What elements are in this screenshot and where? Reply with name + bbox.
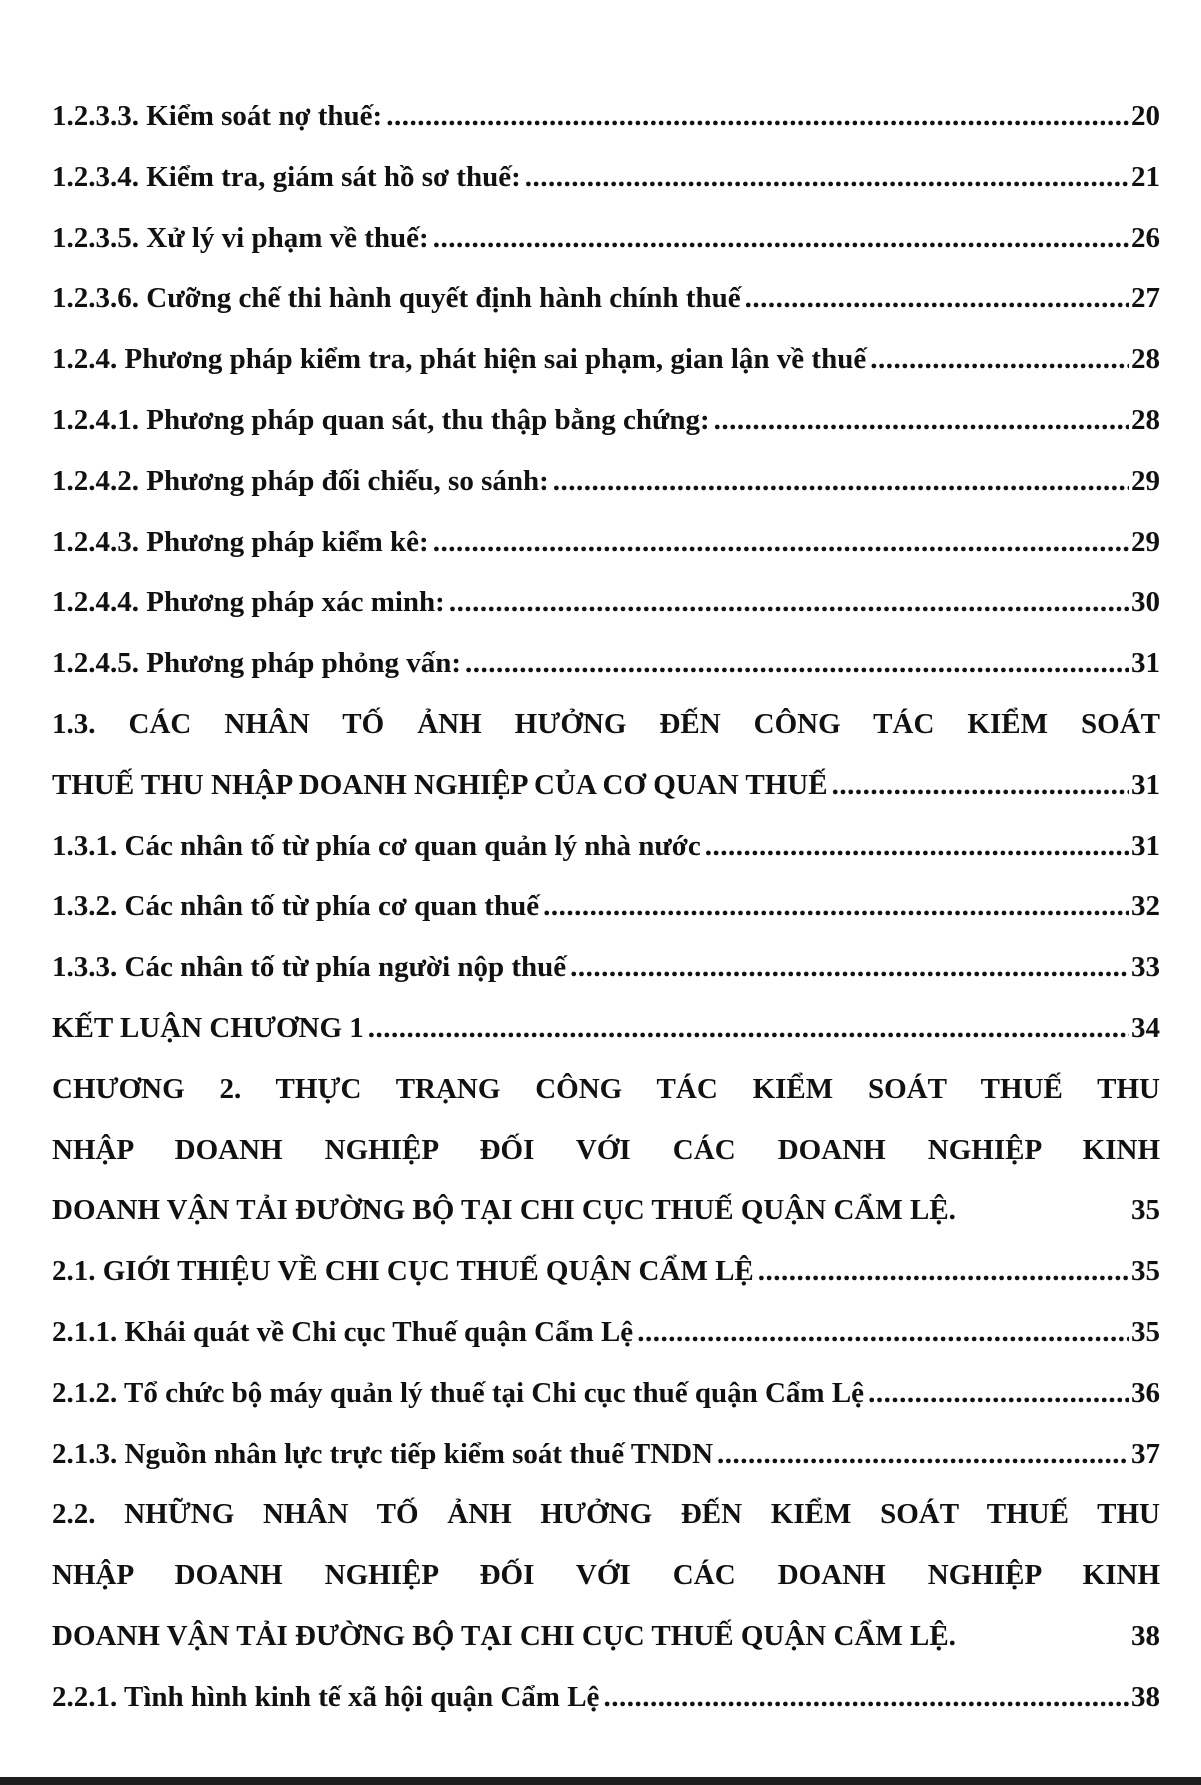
bottom-edge-bar [0, 1777, 1201, 1785]
toc-entry-title: 1.3.2. Các nhân tố từ phía cơ quan thuế [52, 890, 540, 923]
toc-entry-title: 1.2.4. Phương pháp kiểm tra, phát hiện sai phạm, gian lận về thuế [52, 343, 867, 376]
toc-entry-page: 37 [1131, 1437, 1160, 1470]
toc-entry-title: THUẾ THU NHẬP DOANH NGHIỆP CỦA CƠ QUAN THUẾ [52, 768, 828, 801]
toc-leader-dots [758, 1241, 1129, 1302]
toc-leader-dots [745, 268, 1129, 329]
toc-entry-page: 31 [1131, 768, 1160, 801]
toc-entry-title: DOANH VẬN TẢI ĐƯỜNG BỘ TẠI CHI CỤC THUẾ QUẬN CẨM LỆ. [52, 1619, 956, 1652]
toc-entry[interactable] [52, 1363, 1160, 1424]
toc-entry-page: 33 [1131, 951, 1160, 984]
toc-entry-page: 26 [1131, 221, 1160, 254]
toc-entry-page: 35 [1131, 1194, 1160, 1227]
toc-entry[interactable] [52, 268, 1160, 329]
toc-leader-dots [449, 572, 1129, 633]
toc-leader-dots [543, 876, 1129, 937]
toc-leader-dots [553, 451, 1129, 512]
toc-entry-title: 2.1.3. Nguồn nhân lực trực tiếp kiểm soát thuế TNDN [52, 1437, 714, 1470]
toc-entry-page: 38 [1131, 1619, 1160, 1652]
toc-section-1-3-line1[interactable]: 1.3. CÁC NHÂN TỐ ẢNH HƯỞNG ĐẾN CÔNG TÁC KIỂM SOÁT [52, 707, 1160, 740]
toc-entry[interactable] [52, 512, 1160, 573]
toc-entry-page: 38 [1131, 1680, 1160, 1713]
toc-entry-page: 21 [1131, 160, 1160, 193]
toc-entry-page: 28 [1131, 343, 1160, 376]
toc-leader-dots [603, 1667, 1129, 1728]
toc-leader-dots [870, 329, 1129, 390]
toc-entry-title: 1.3.1. Các nhân tố từ phía cơ quan quản lý nhà nước [52, 829, 701, 862]
toc-chapter-2-line2[interactable]: NHẬP DOANH NGHIỆP ĐỐI VỚI CÁC DOANH NGHIỆP KINH [52, 1133, 1160, 1166]
toc-entry-page: 27 [1131, 282, 1160, 315]
table-of-contents [52, 86, 1160, 1728]
toc-entry[interactable] [52, 1424, 1160, 1485]
toc-leader-dots [832, 755, 1129, 816]
toc-entry[interactable] [52, 816, 1160, 877]
toc-chapter-2-line3[interactable] [52, 1180, 1160, 1241]
toc-entry[interactable] [52, 937, 1160, 998]
toc-leader-dots [570, 937, 1129, 998]
toc-entry[interactable] [52, 451, 1160, 512]
toc-leader-dots [525, 147, 1129, 208]
toc-entry[interactable] [52, 208, 1160, 269]
toc-entry-title: 1.2.3.6. Cưỡng chế thi hành quyết định hành chính thuế [52, 282, 741, 315]
toc-entry-page: 34 [1131, 1011, 1160, 1044]
toc-section-1-3-line2[interactable] [52, 755, 1160, 816]
toc-leader-dots [717, 1424, 1129, 1485]
toc-entry-title: 1.2.3.3. Kiểm soát nợ thuế: [52, 100, 383, 132]
toc-entry-title: 2.1.2. Tổ chức bộ máy quản lý thuế tại Chi cục thuế quận Cẩm Lệ [52, 1376, 865, 1409]
toc-entry[interactable] [52, 329, 1160, 390]
toc-entry-title: 1.2.4.5. Phương pháp phỏng vấn: [52, 647, 461, 680]
toc-entry-title: KẾT LUẬN CHƯƠNG 1 [52, 1011, 364, 1044]
toc-leader-dots [465, 633, 1129, 694]
toc-entry-page: 35 [1131, 1315, 1160, 1348]
toc-entry-page: 28 [1131, 403, 1160, 436]
toc-entry-page: 36 [1131, 1376, 1160, 1409]
toc-entry-page: 32 [1131, 890, 1160, 923]
toc-entry[interactable] [52, 1241, 1160, 1302]
toc-entry[interactable] [52, 86, 1160, 147]
toc-chapter-2-line1[interactable]: CHƯƠNG 2. THỰC TRẠNG CÔNG TÁC KIỂM SOÁT THUẾ THU [52, 1072, 1160, 1105]
toc-entry-title: 1.2.3.4. Kiểm tra, giám sát hồ sơ thuế: [52, 160, 521, 193]
toc-section-2-2-line3[interactable] [52, 1606, 1160, 1667]
toc-leader-dots [386, 86, 1129, 147]
toc-entry-page: 31 [1131, 647, 1160, 680]
toc-entry[interactable] [52, 876, 1160, 937]
toc-section-2-2-line2[interactable]: NHẬP DOANH NGHIỆP ĐỐI VỚI CÁC DOANH NGHIỆP KINH [52, 1559, 1160, 1592]
toc-entry-title: 2.1.1. Khái quát về Chi cục Thuế quận Cẩm Lệ [52, 1315, 634, 1348]
toc-entry[interactable] [52, 1667, 1160, 1728]
toc-leader-dots [368, 998, 1129, 1059]
toc-entry-title: 1.2.3.5. Xử lý vi phạm về thuế: [52, 221, 429, 254]
toc-entry[interactable] [52, 633, 1160, 694]
toc-entry[interactable] [52, 1302, 1160, 1363]
toc-leader-dots [714, 390, 1129, 451]
toc-section-2-2-line1[interactable]: 2.2. NHỮNG NHÂN TỐ ẢNH HƯỞNG ĐẾN KIỂM SOÁT THUẾ THU [52, 1498, 1160, 1531]
toc-entry-page: 35 [1131, 1255, 1160, 1288]
toc-entry-title: DOANH VẬN TẢI ĐƯỜNG BỘ TẠI CHI CỤC THUẾ QUẬN CẨM LỆ. [52, 1194, 956, 1227]
toc-entry-page: 31 [1131, 829, 1160, 862]
toc-entry-page: 29 [1131, 525, 1160, 558]
toc-leader-dots [433, 208, 1129, 269]
toc-entry[interactable] [52, 147, 1160, 208]
toc-entry-title: 1.2.4.1. Phương pháp quan sát, thu thập bằng chứng: [52, 403, 710, 436]
toc-entry-title: 1.2.4.3. Phương pháp kiểm kê: [52, 525, 429, 558]
toc-leader-dots [705, 816, 1129, 877]
toc-entry[interactable] [52, 390, 1160, 451]
toc-entry-page: 20 [1131, 100, 1160, 132]
toc-leader-dots [868, 1363, 1129, 1424]
toc-entry-title: 1.2.4.4. Phương pháp xác minh: [52, 586, 445, 619]
toc-entry-title: 1.3.3. Các nhân tố từ phía người nộp thuế [52, 951, 567, 984]
toc-entry-page: 29 [1131, 464, 1160, 497]
toc-entry[interactable] [52, 998, 1160, 1059]
toc-entry[interactable] [52, 572, 1160, 633]
toc-leader-dots [637, 1302, 1129, 1363]
toc-entry-title: 2.2.1. Tình hình kinh tế xã hội quận Cẩm Lệ [52, 1680, 600, 1713]
toc-leader-dots [433, 512, 1129, 573]
toc-entry-title: 2.1. GIỚI THIỆU VỀ CHI CỤC THUẾ QUẬN CẨM LỆ [52, 1255, 754, 1288]
toc-entry-title: 1.2.4.2. Phương pháp đối chiếu, so sánh: [52, 464, 549, 497]
toc-entry-page: 30 [1131, 586, 1160, 619]
